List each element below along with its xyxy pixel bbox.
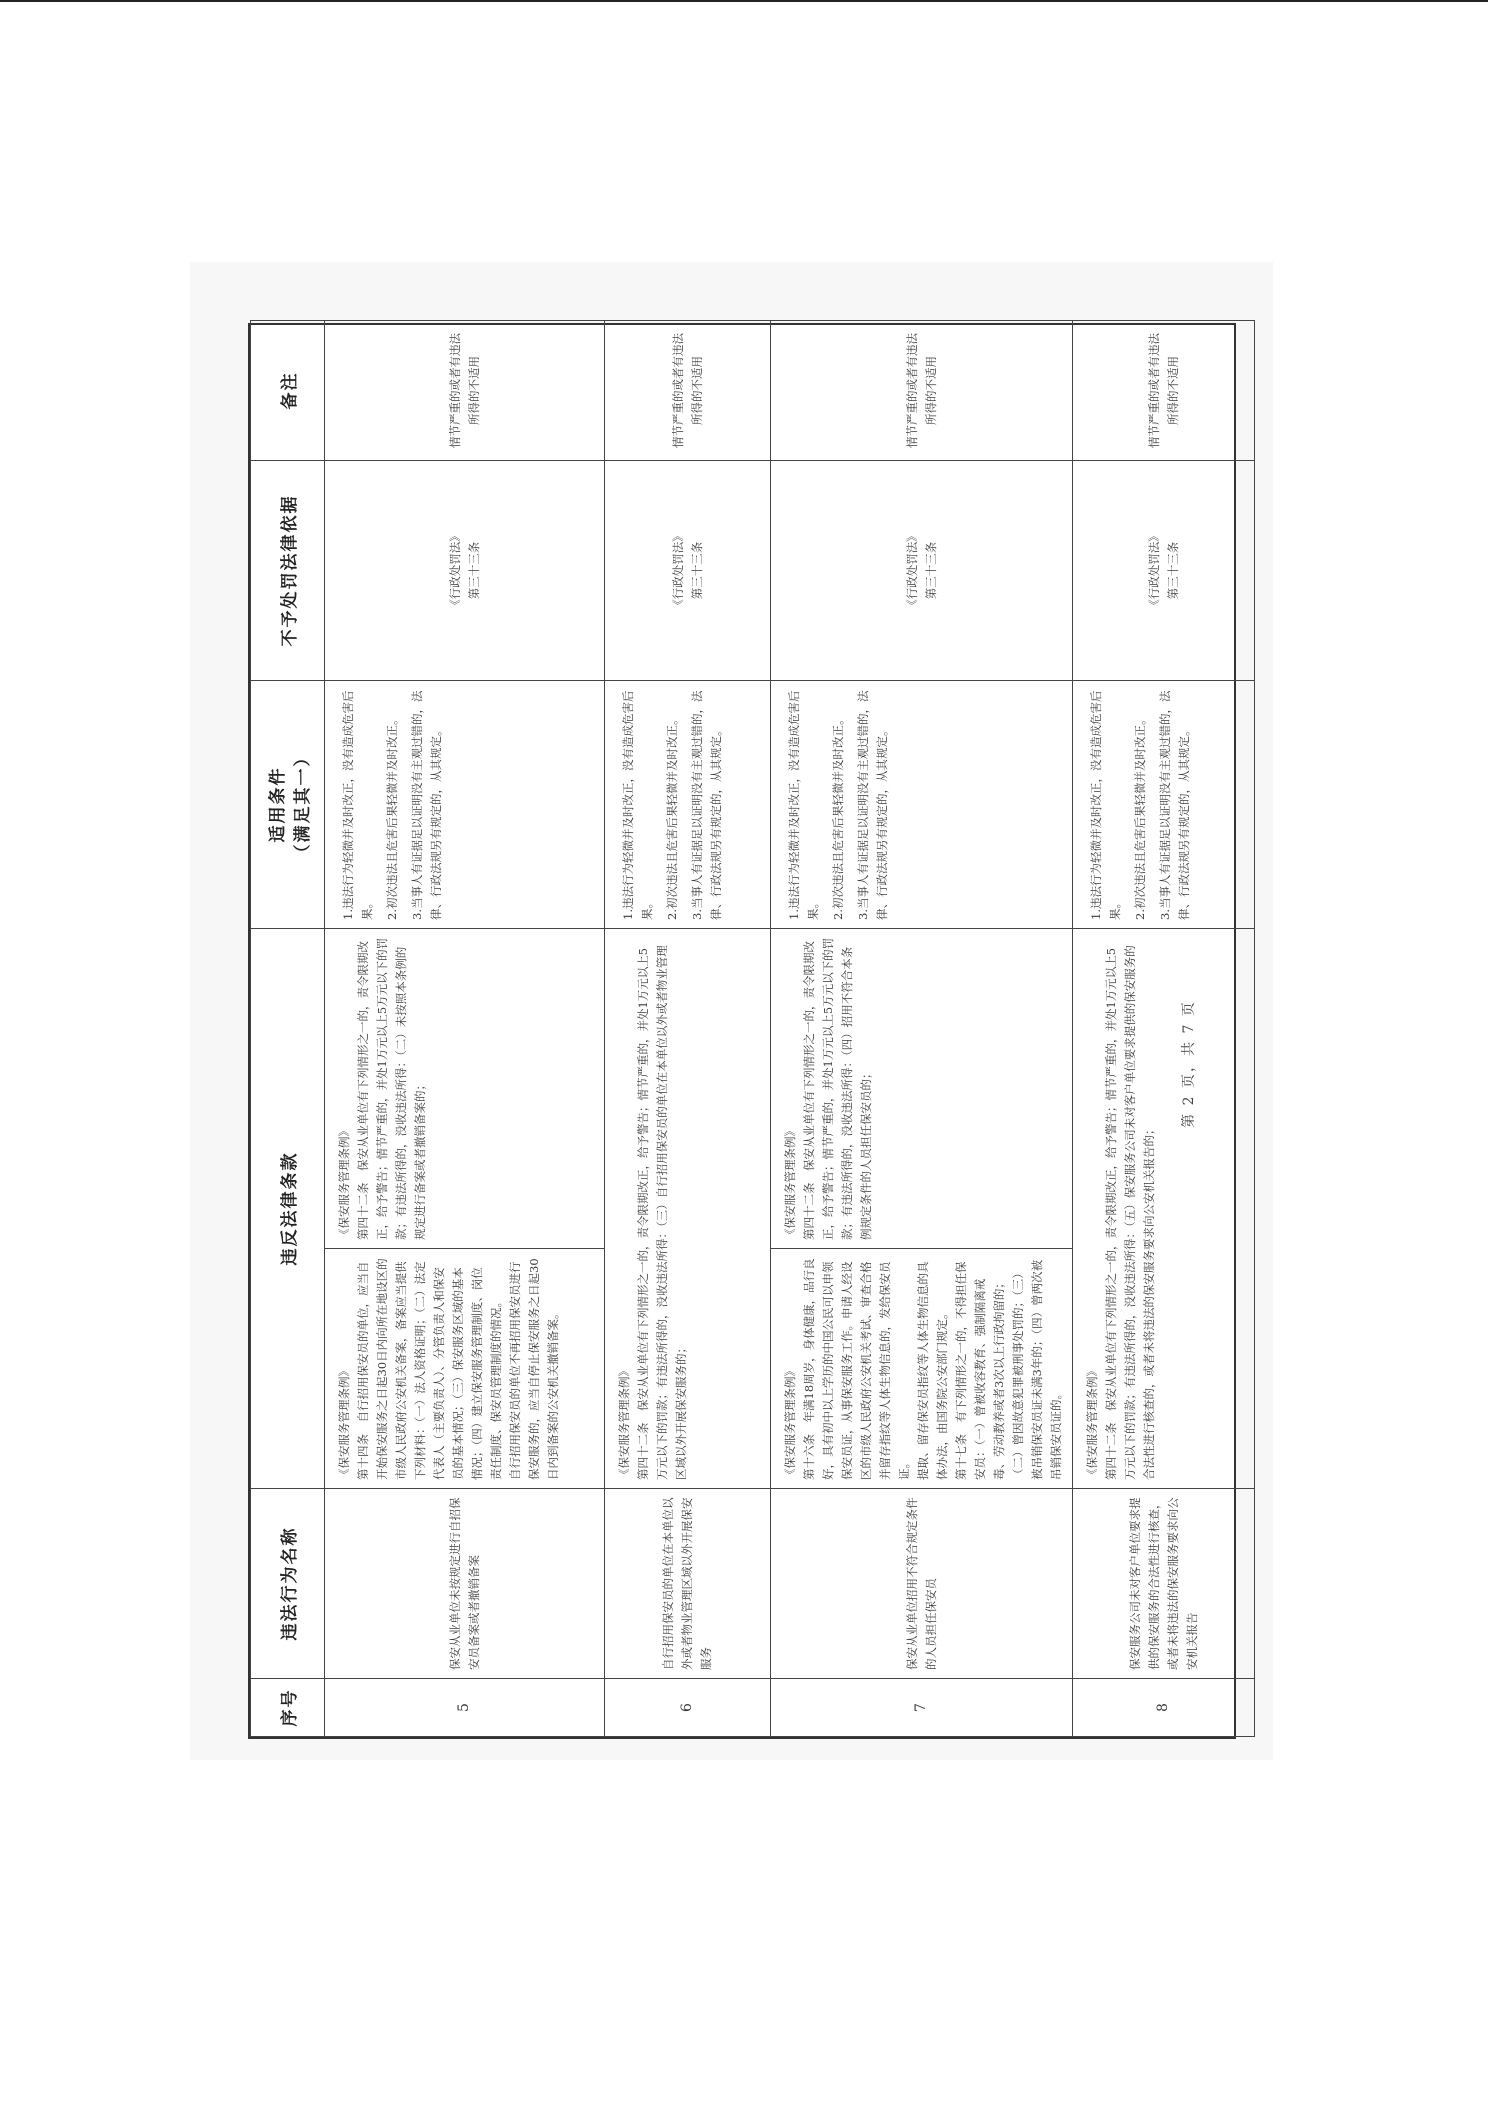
row-seq: 7 bbox=[771, 1679, 1073, 1737]
penalty-exemption-table bbox=[248, 323, 1236, 1739]
row-conditions: 1.违法行为轻微并及时改正，没有造成危害后果。 2.初次违法且危害后果轻微并及时改正。 3.当事人有证据足以证明没有主观过错的，法律、行政法规另有规定的，从其规定。 bbox=[771, 681, 1073, 929]
row-basis: 《行政处罚法》 第三十三条 bbox=[1073, 461, 1255, 681]
header-basis: 不予处罚法律依据 bbox=[251, 461, 325, 681]
table bbox=[250, 320, 1255, 1737]
row-clause: 《保安服务管理条例》 第四十二条 保安从业单位有下列情形之一的，责令限期改正，给予警告；情节严重的，并处1万元以上5万元以下的罚款；有违法所得的，没收违法所得：（五）保安服务公司未对客户单位要求提供的保安服务的合法性进行核查的，或者未将违法的保安服务要求向公安机关报告的； bbox=[1073, 929, 1255, 1489]
table-row bbox=[325, 321, 605, 1737]
table-row bbox=[771, 321, 1073, 1737]
page-number: 第 2 页，共 7 页 bbox=[1181, 1000, 1197, 1128]
header-clause: 违反法律条款 bbox=[251, 929, 325, 1489]
row-remark: 情节严重的或者有违法所得的不适用 bbox=[1073, 321, 1255, 461]
top-border-line bbox=[0, 0, 1488, 2]
row-clause-a: 《保安服务管理条例》 第十六条 年满18周岁，身体健康，品行良好，具有初中以上学历的中国公民可以申领保安员证，从事保安服务工作。申请人经设区的市级人民政府公安机关考试、审查合格并留存指纹等人体生物信息的，发给保安员证。 提取、留存保安员指纹等人体生物信息的具体办法，由国务院公安部门规定。 第十七条 有下列情形之一的，不得担任保安员：（一）曾被收容教育、强制隔离戒毒、劳动教养或者3次以上行政拘留的；（二）曾因故意犯罪被刑事处罚的；（三）被吊销保安员证未满3年的；（四）曾两次被吊销保安员证的。 bbox=[771, 1249, 1073, 1489]
row-conditions: 1.违法行为轻微并及时改正，没有造成危害后果。 2.初次违法且危害后果轻微并及时改正。 3.当事人有证据足以证明没有主观过错的，法律、行政法规另有规定的，从其规定。 bbox=[1073, 681, 1255, 929]
header-cond-title: 适用条件 bbox=[267, 766, 288, 843]
table-row bbox=[1073, 321, 1255, 1737]
row-clause-a: 《保安服务管理条例》 第十四条 自行招用保安员的单位，应当自开始保安服务之日起30日内向所在地设区的市级人民政府公安机关备案，备案应当提供下列材料：（一）法人资格证明；（二）法定代表人（主要负责人）、分管负责人和保安员的基本情况；（三）保安服务区域的基本情况；（四）建立保安服务管理制度、岗位责任制度、保安员管理制度的情况。 自行招用保安员的单位不再招用保安员进行保安服务的，应当自停止保安服务之日起30日内到备案的公安机关撤销备案。 bbox=[325, 1249, 605, 1489]
header-seq: 序号 bbox=[251, 1679, 325, 1737]
row-basis: 《行政处罚法》 第三十三条 bbox=[325, 461, 605, 681]
row-name: 保安服务公司未对客户单位要求提供的保安服务的合法性进行核查，或者未将违法的保安服务要求向公安机关报告 bbox=[1073, 1489, 1255, 1679]
row-conditions: 1.违法行为轻微并及时改正，没有造成危害后果。 2.初次违法且危害后果轻微并及时改正。 3.当事人有证据足以证明没有主观过错的，法律、行政法规另有规定的，从其规定。 bbox=[325, 681, 605, 929]
row-seq: 6 bbox=[605, 1679, 771, 1737]
row-name: 保安从业单位招用不符合规定条件的人员担任保安员 bbox=[771, 1489, 1073, 1679]
row-conditions: 1.违法行为轻微并及时改正，没有造成危害后果。 2.初次违法且危害后果轻微并及时改正。 3.当事人有证据足以证明没有主观过错的，法律、行政法规另有规定的，从其规定。 bbox=[605, 681, 771, 929]
header-remark: 备注 bbox=[251, 321, 325, 461]
row-seq: 8 bbox=[1073, 1679, 1255, 1737]
row-remark: 情节严重的或者有违法所得的不适用 bbox=[325, 321, 605, 461]
table-header-row bbox=[251, 321, 325, 1737]
row-clause-b: 《保安服务管理条例》 第四十二条 保安从业单位有下列情形之一的，责令限期改正，给予警告；情节严重的，并处1万元以上5万元以下的罚款；有违法所得的，没收违法所得：（二）未按照本条例的规定进行备案或者撤销备案的； bbox=[325, 929, 605, 1249]
row-clause-b: 《保安服务管理条例》 第四十二条 保安从业单位有下列情形之一的，责令限期改正，给予警告；情节严重的，并处1万元以上5万元以下的罚款；有违法所得的，没收违法所得：（四）招用不符合本条例规定条件的人员担任保安员的； bbox=[771, 929, 1073, 1249]
row-basis: 《行政处罚法》 第三十三条 bbox=[771, 461, 1073, 681]
row-name: 自行招用保安员的单位在本单位以外或者物业管理区域以外开展保安服务 bbox=[605, 1489, 771, 1679]
header-conditions bbox=[251, 681, 325, 929]
row-name: 保安从业单位未按规定进行自招保安员备案或者撤销备案 bbox=[325, 1489, 605, 1679]
table-row bbox=[605, 321, 771, 1737]
row-clause: 《保安服务管理条例》 第四十二条 保安从业单位有下列情形之一的，责令限期改正，给予警告；情节严重的，并处1万元以上5万元以下的罚款；有违法所得的，没收违法所得：（三）自行招用保安员的单位在本单位以外或者物业管理区域以外开展保安服务的； bbox=[605, 929, 771, 1489]
row-remark: 情节严重的或者有违法所得的不适用 bbox=[771, 321, 1073, 461]
row-remark: 情节严重的或者有违法所得的不适用 bbox=[605, 321, 771, 461]
row-seq: 5 bbox=[325, 1679, 605, 1737]
header-name: 违法行为名称 bbox=[251, 1489, 325, 1679]
header-cond-sub: （满足其一） bbox=[292, 747, 313, 862]
row-basis: 《行政处罚法》 第三十三条 bbox=[605, 461, 771, 681]
